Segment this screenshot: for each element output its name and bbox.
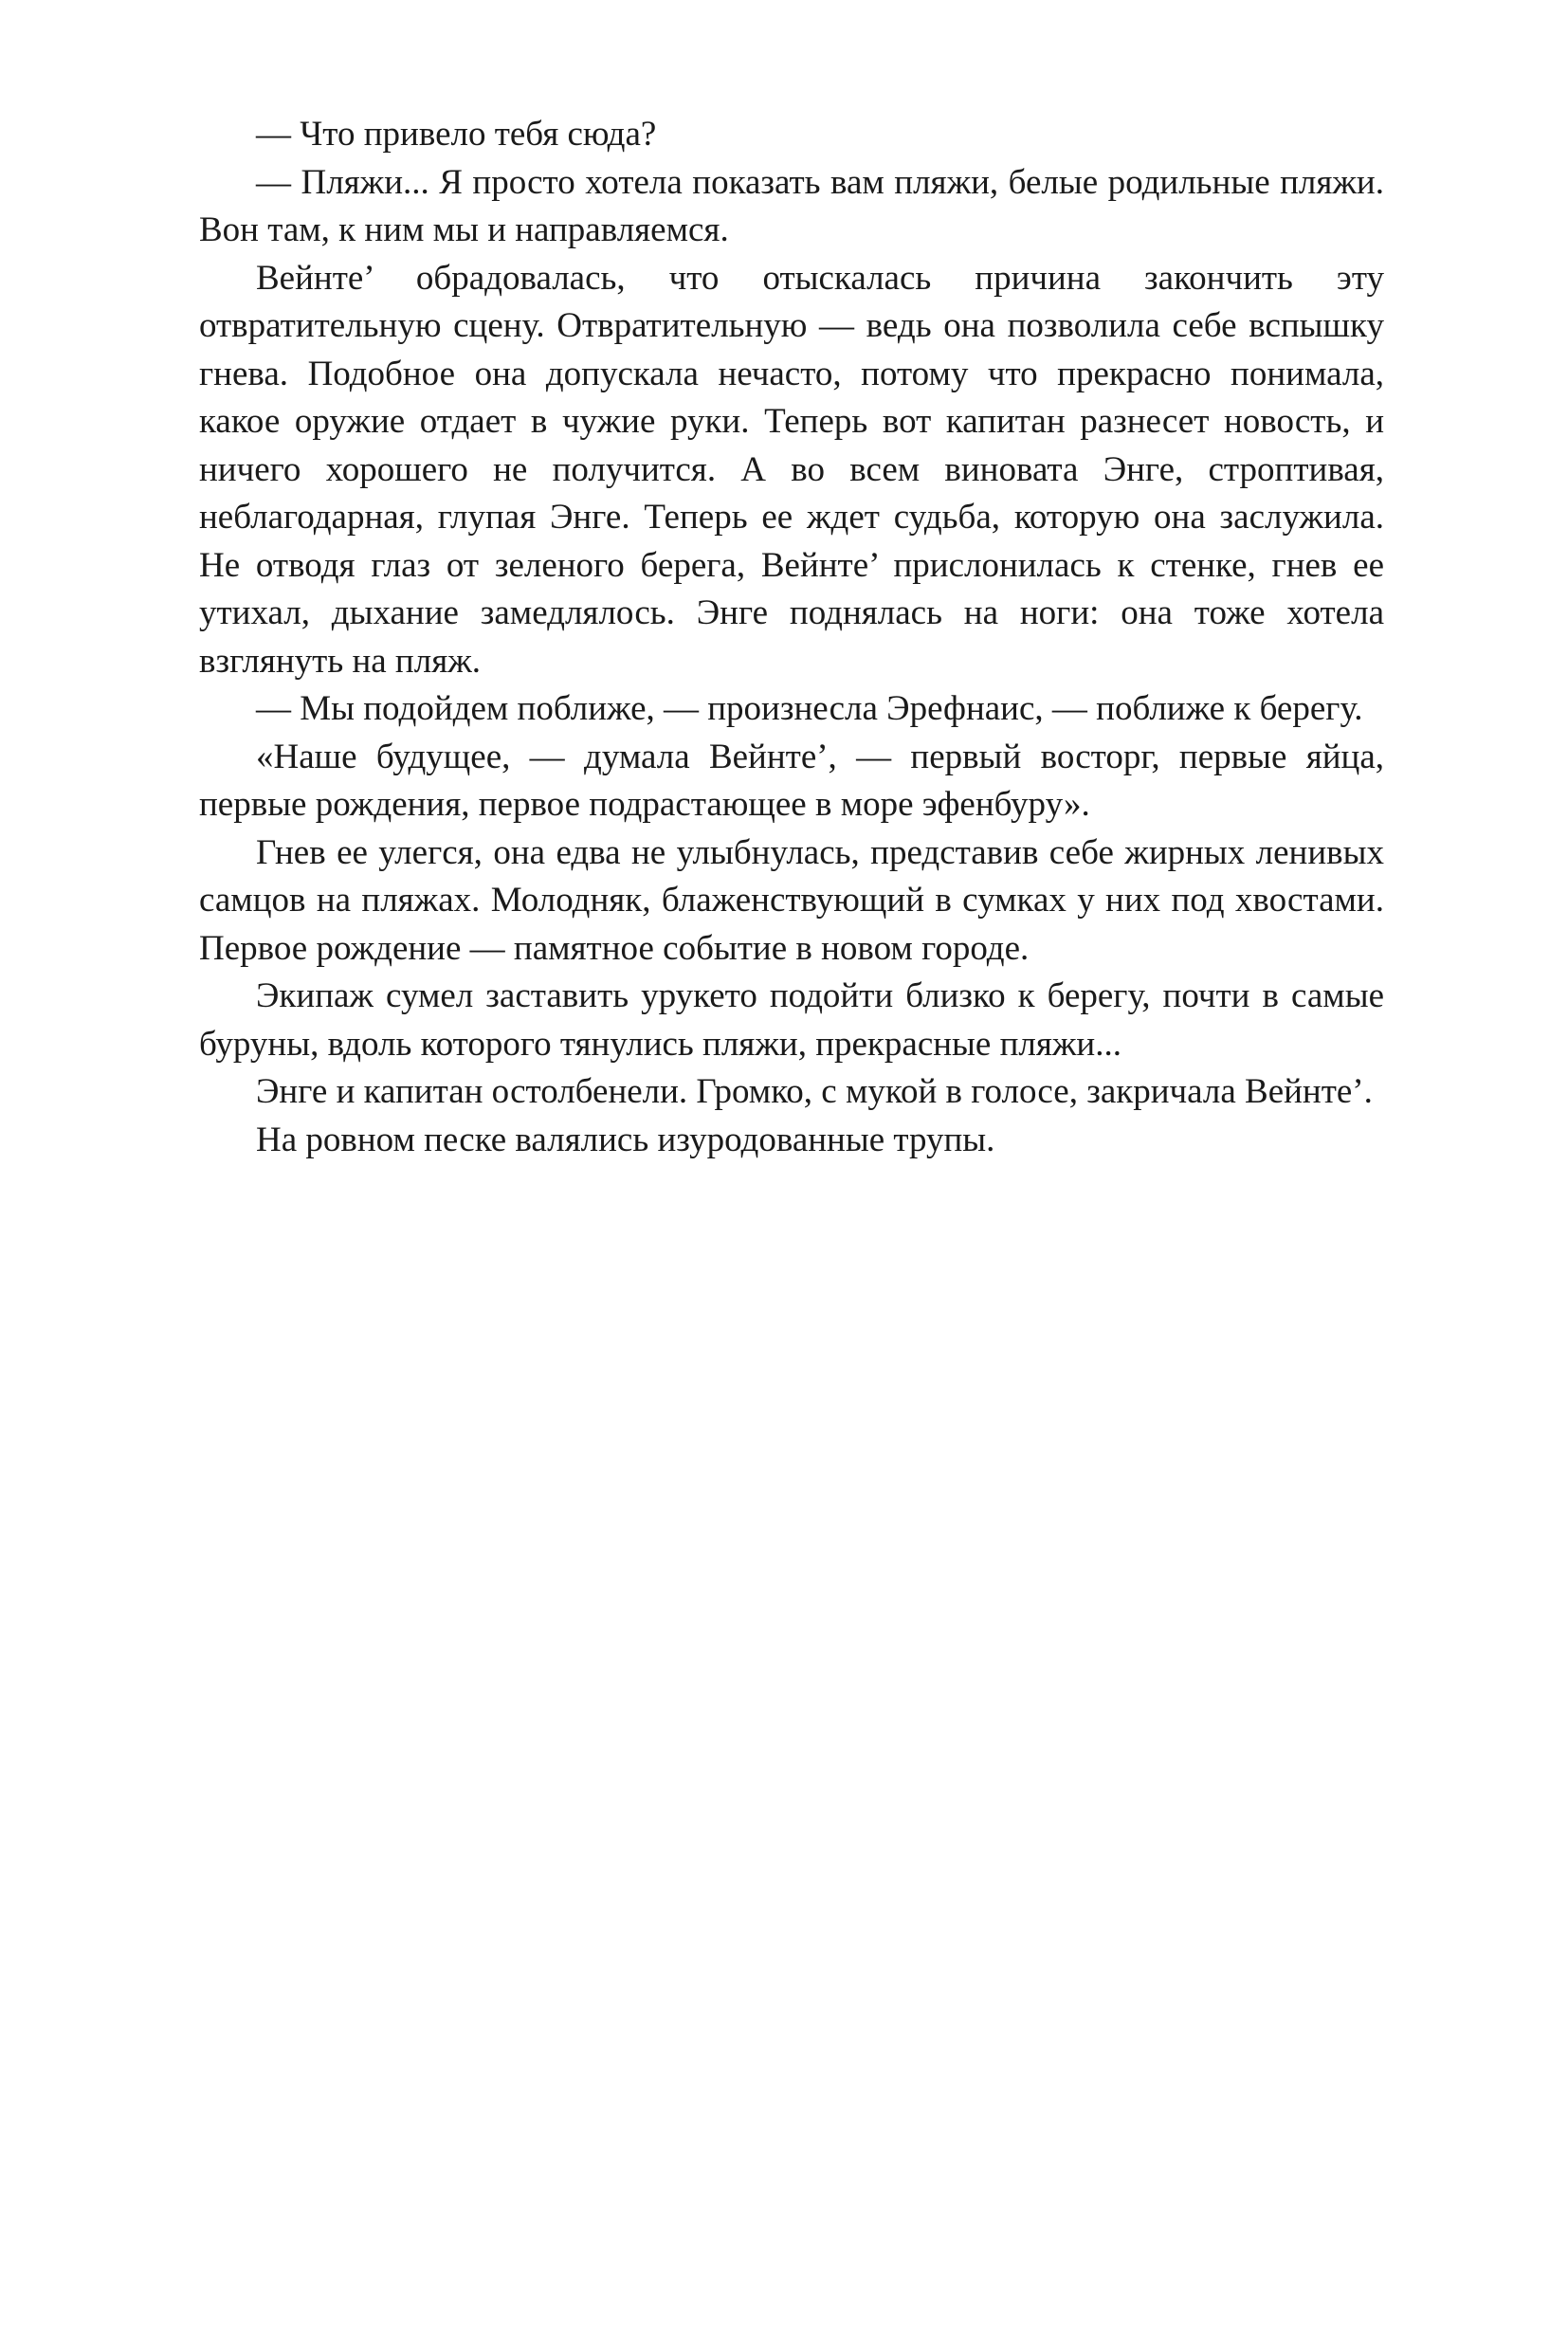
paragraph: На ровном песке валялись изуродованные трупы. [256, 1120, 995, 1159]
paragraph: Экипаж сумел заставить урукето подойти близко к берегу, почти в самые буруны, вдоль которого тянулись пляжи, прекрасные пляжи... [199, 976, 1384, 1064]
paragraph: — Пляжи... Я просто хотела показать вам пляжи, белые родильные пляжи. Вон там, к ним мы и направляемся. [199, 162, 1384, 249]
paragraph: Вейнте’ обрадовалась, что отыскалась причина закончить эту отвратительную сцену. Отвратительную — ведь она позволила себе вспышку гнева. Подобное она допускала нечасто, потому что прекрасно понимала, какое оружие отдает в чужие руки. Теперь вот капитан разнесет новость, и ничего хорошего не получится. А во всем виновата Энге, строптивая, неблагодарная, глупая Энге. Теперь ее ждет судьба, которую она заслужила. Не отводя глаз от зеленого берега, Вейнте’ прислонилась к стенке, гнев ее утихал, дыхание замедлялось. Энге поднялась на ноги: она тоже хотела взглянуть на пляж. [199, 258, 1384, 681]
paragraph: Гнев ее улегся, она едва не улыбнулась, представив себе жирных ленивых самцов на пляжах. Молодняк, блаженствующий в сумках у них под хвостами. Первое рождение — памятное событие в новом городе. [199, 832, 1384, 968]
paragraph: «Наше будущее, — думала Вейнте’, — первый восторг, первые яйца, первые рождения, первое подрастающее в море эфенбуру». [199, 737, 1384, 824]
paragraph: Энге и капитан остолбенели. Громко, с мукой в голосе, закричала Вейнте’. [256, 1072, 1373, 1111]
paragraph: — Что привело тебя сюда? [256, 115, 657, 154]
page-text [199, 111, 1384, 1164]
paragraph: — Мы подойдем поближе, — произнесла Эрефнаис, — поближе к берегу. [256, 689, 1363, 728]
